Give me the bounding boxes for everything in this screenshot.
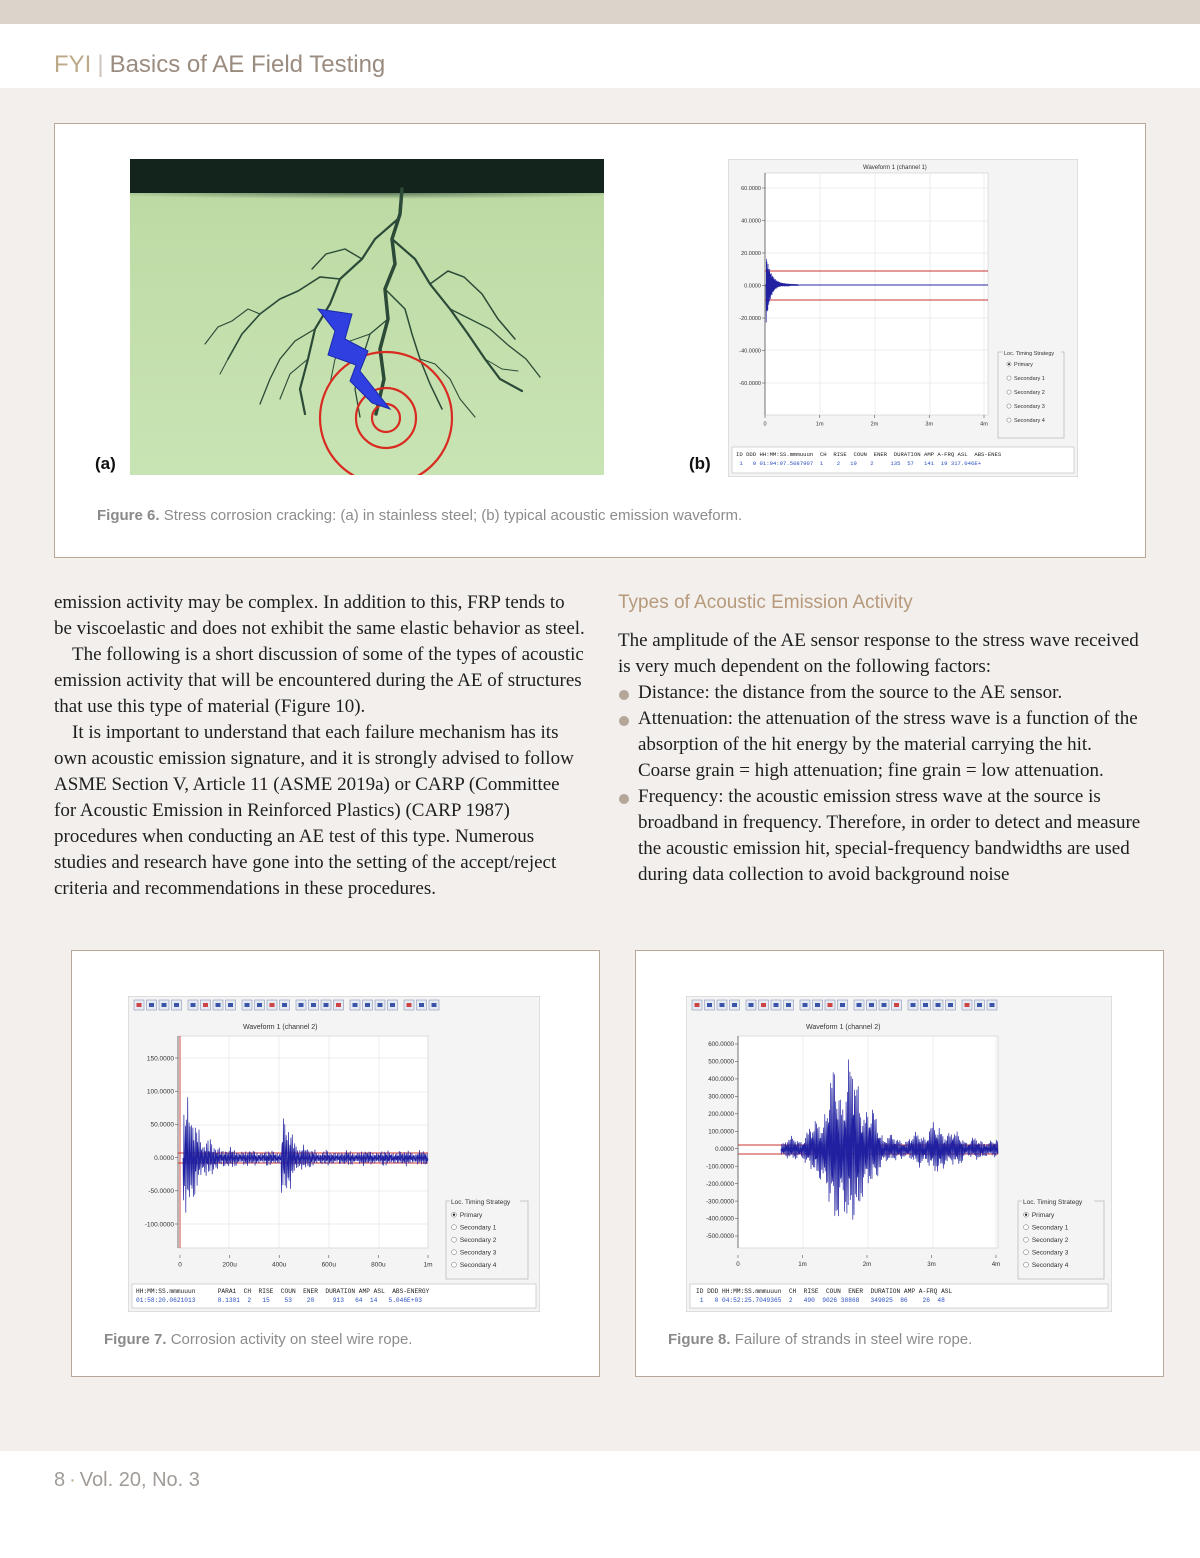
waveform-8-x-tick: 3m — [927, 1261, 936, 1269]
waveform-b-x-tick: 0 — [763, 421, 767, 428]
paragraph-3: It is important to understand that each failure mechanism has its own acoustic emission signature, and it is strongly advised to follow ASME Section V, Article 11 (ASME 2019a) or CARP (Committee for Acoustic Emission in Reinforced Plastics) (CARP 1987) procedures when conducting an AE test of this type. Numerous studies and research have gone into the setting of the accept/reject criteria and recommendations in these procedures. — [54, 722, 574, 899]
waveform-panel-8 — [686, 996, 1112, 1312]
bullet-attenuation: Attenuation: the attenuation of the stress wave is a function of the absorption of the hit energy by the material carrying the hit. Coarse grain = high attenuation; fine grain = low attenuation. — [618, 706, 1148, 784]
figure-8-number: Figure 8. — [668, 1331, 731, 1348]
waveform-7-legend-radio[interactable] — [452, 1262, 457, 1267]
waveform-7-table-row: 01:58:20.0621013 8.1301 2 15 53 20 913 64 14 5.046E+03 — [136, 1297, 422, 1304]
panel-label-a: (a) — [95, 454, 116, 473]
waveform-7-table-header: HH:MM:SS.mmmuuun PARA1 CH RISE COUN ENER DURATION AMP ASL ABS-ENERGY — [136, 1288, 430, 1295]
waveform-7-legend-title: Loc. Timing Strategy — [451, 1199, 511, 1206]
waveform-7-y-tick: -100.0000 — [144, 1221, 174, 1229]
waveform-7-legend-radio[interactable] — [452, 1250, 457, 1255]
figure-8-box — [635, 950, 1164, 1377]
figure-6-number: Figure 6. — [97, 507, 160, 524]
issue-label: Vol. 20, No. 3 — [79, 1469, 200, 1491]
crack-photo — [130, 159, 604, 475]
waveform-7-x-tick: 200u — [222, 1261, 237, 1269]
section-label: FYI — [54, 51, 92, 78]
waveform-8-legend-title: Loc. Timing Strategy — [1023, 1199, 1083, 1206]
figure-7-caption-text: Corrosion activity on steel wire rope. — [170, 1331, 413, 1348]
waveform-7-legend-radio[interactable] — [452, 1237, 457, 1242]
waveform-7-x-tick: 800u — [371, 1261, 386, 1269]
waveform-8-x-tick: 1m — [798, 1261, 807, 1269]
waveform-7-x-tick: 0 — [178, 1261, 182, 1269]
waveform-b-legend-radio[interactable] — [1007, 418, 1011, 422]
waveform-7-y-tick: 150.0000 — [146, 1055, 174, 1063]
waveform-8-legend-radio[interactable] — [1024, 1250, 1029, 1255]
waveform-8-legend-item: Secondary 1 — [1031, 1224, 1069, 1232]
waveform-7-y-tick: -50.0000 — [148, 1188, 174, 1196]
waveform-b-y-tick: -20.0000 — [739, 315, 761, 322]
waveform-8-legend-item: Primary — [1031, 1212, 1055, 1219]
factor-list — [618, 680, 1148, 888]
waveform-b-y-tick: 20.0000 — [741, 250, 761, 257]
waveform-b-y-tick: 40.0000 — [741, 218, 761, 225]
panel-label-b: (b) — [689, 454, 711, 473]
waveform-8-x-tick: 2m — [862, 1261, 872, 1269]
waveform-8-y-tick: -400.0000 — [706, 1215, 734, 1223]
folio: 8 · Vol. 20, No. 3 — [54, 1469, 200, 1491]
waveform-b-legend-item: Primary — [1013, 362, 1033, 368]
waveform-b-table-header: ID DDD HH:MM:SS.mmmuuun CH RISE COUN ENER DURATION AMP A-FRQ ASL ABS-ENES — [736, 451, 1002, 458]
figure-6-caption-text: Stress corrosion cracking: (a) in stainless steel; (b) typical acoustic emission waveform. — [163, 507, 743, 524]
waveform-b-x-tick: 4m — [980, 421, 988, 428]
waveform-8-legend-item: Secondary 4 — [1031, 1262, 1069, 1269]
waveform-b-legend-radio[interactable] — [1007, 376, 1011, 380]
figure-8-caption-text: Failure of strands in steel wire rope. — [734, 1331, 973, 1348]
figure-6-caption — [97, 507, 742, 524]
waveform-8-y-tick: 600.0000 — [708, 1041, 734, 1049]
waveform-panel-7 — [128, 996, 540, 1312]
figure-7-box — [71, 950, 600, 1377]
waveform-b-legend-radio[interactable] — [1007, 390, 1011, 394]
waveform-7-y-tick: 100.0000 — [146, 1088, 174, 1096]
waveform-b-legend-radio[interactable] — [1007, 404, 1011, 408]
waveform-b-legend-item: Secondary 2 — [1013, 390, 1045, 396]
waveform-8-legend-radio[interactable] — [1024, 1262, 1029, 1267]
waveform-7-legend-item: Secondary 2 — [459, 1237, 497, 1244]
paragraph-2: The following is a short discussion of some of the types of acoustic emission activity that will be encountered during the AE of structures that use this type of material (Figure 10). — [54, 644, 584, 717]
waveform-7-y-tick: 50.0000 — [150, 1121, 174, 1129]
figure-6-box — [54, 123, 1146, 558]
waveform-8-y-tick: 500.0000 — [708, 1058, 734, 1066]
waveform-b-legend-title: Loc. Timing Strategy — [1004, 351, 1055, 357]
running-title: Basics of AE Field Testing — [109, 51, 386, 78]
figure-7-number: Figure 7. — [104, 1331, 167, 1348]
waveform-b-x-tick: 2m — [870, 421, 879, 428]
waveform-8-y-tick: -200.0000 — [706, 1180, 734, 1188]
waveform-8-legend-radio[interactable] — [1024, 1237, 1029, 1242]
waveform-panel-b — [728, 159, 1078, 477]
waveform-8-y-tick: -100.0000 — [706, 1163, 734, 1171]
waveform-b-y-tick: 0.0000 — [744, 283, 761, 290]
waveform-7-legend-radio[interactable] — [452, 1225, 457, 1230]
top-color-band — [0, 0, 1200, 24]
waveform-b-y-tick: 60.0000 — [741, 185, 761, 192]
waveform-b-x-tick: 1m — [815, 421, 824, 428]
waveform-8-y-tick: -500.0000 — [706, 1233, 734, 1241]
intro-paragraph: The amplitude of the AE sensor response to the stress wave received is very much dependent on the following factors: — [618, 630, 1139, 677]
waveform-b-legend-item: Secondary 3 — [1013, 404, 1045, 410]
waveform-b-table-row: 1 0 01:04:07.5087907 1 2 19 2 135 57 141 19 317.046E+ — [736, 460, 982, 467]
waveform-b-legend-item: Secondary 4 — [1013, 418, 1045, 424]
waveform-b-title: Waveform 1 (channel 1) — [863, 165, 927, 171]
waveform-7-x-tick: 1m — [423, 1261, 433, 1269]
waveform-7-legend-item: Primary — [459, 1212, 483, 1219]
bullet-frequency: Frequency: the acoustic emission stress wave at the source is broadband in frequency. Therefore, in order to detect and measure the acoustic emission hit, special-frequency bandwidths are used during data collection to avoid background noise — [618, 784, 1148, 888]
waveform-8-y-tick: -300.0000 — [706, 1198, 734, 1206]
waveform-8-toolbar[interactable] — [692, 1000, 997, 1010]
waveform-7-x-tick: 400u — [271, 1261, 287, 1269]
left-column — [54, 590, 586, 902]
waveform-8-y-tick: 300.0000 — [708, 1093, 734, 1101]
waveform-8-legend-radio[interactable] — [1024, 1225, 1029, 1230]
right-column — [618, 590, 1148, 888]
page-header — [0, 24, 1200, 88]
bullet-distance: Distance: the distance from the source to the AE sensor. — [618, 680, 1148, 706]
waveform-8-legend-item: Secondary 3 — [1031, 1249, 1069, 1257]
section-heading: Types of Acoustic Emission Activity — [618, 592, 913, 613]
figure-8-caption — [668, 1331, 972, 1348]
waveform-7-toolbar[interactable] — [134, 1000, 439, 1010]
figure-7-caption — [104, 1331, 412, 1348]
waveform-7-legend-item: Secondary 3 — [459, 1249, 497, 1257]
waveform-7-y-tick: 0.0000 — [154, 1154, 174, 1162]
paragraph-1: emission activity may be complex. In addition to this, FRP tends to be viscoelastic and does not exhibit the same elastic behavior as steel. — [54, 592, 585, 639]
waveform-b-legend-item: Secondary 1 — [1013, 376, 1045, 382]
waveform-8-table-header: ID DDD HH:MM:SS.mmmuuun CH RISE COUN ENER DURATION AMP A-FRQ ASL — [696, 1288, 953, 1295]
waveform-8-table-row: 1 0 04:52:25.7049365 2 490 9026 38868 349025 86 26 48 — [696, 1297, 945, 1304]
waveform-8-legend-item: Secondary 2 — [1031, 1237, 1069, 1244]
waveform-b-y-tick: -40.0000 — [739, 348, 761, 355]
waveform-8-x-tick: 4m — [991, 1261, 1001, 1269]
waveform-8-y-tick: 400.0000 — [708, 1076, 734, 1084]
waveform-7-legend-item: Secondary 4 — [459, 1262, 497, 1269]
waveform-7-x-tick: 600u — [321, 1261, 337, 1269]
waveform-7-title: Waveform 1 (channel 2) — [243, 1024, 318, 1031]
waveform-8-y-tick: 0.0000 — [715, 1145, 734, 1153]
running-head: FYI | Basics of AE Field Testing — [54, 51, 386, 78]
waveform-b-x-tick: 3m — [925, 421, 934, 428]
waveform-7-legend-item: Secondary 1 — [459, 1224, 497, 1232]
page-footer — [0, 1451, 1200, 1558]
waveform-b-y-tick: -60.0000 — [739, 380, 761, 387]
page-number: 8 — [54, 1469, 66, 1491]
waveform-8-y-tick: 100.0000 — [708, 1128, 734, 1136]
waveform-8-x-tick: 0 — [736, 1261, 740, 1269]
waveform-8-y-tick: 200.0000 — [708, 1110, 734, 1118]
waveform-8-title: Waveform 1 (channel 2) — [806, 1024, 881, 1031]
